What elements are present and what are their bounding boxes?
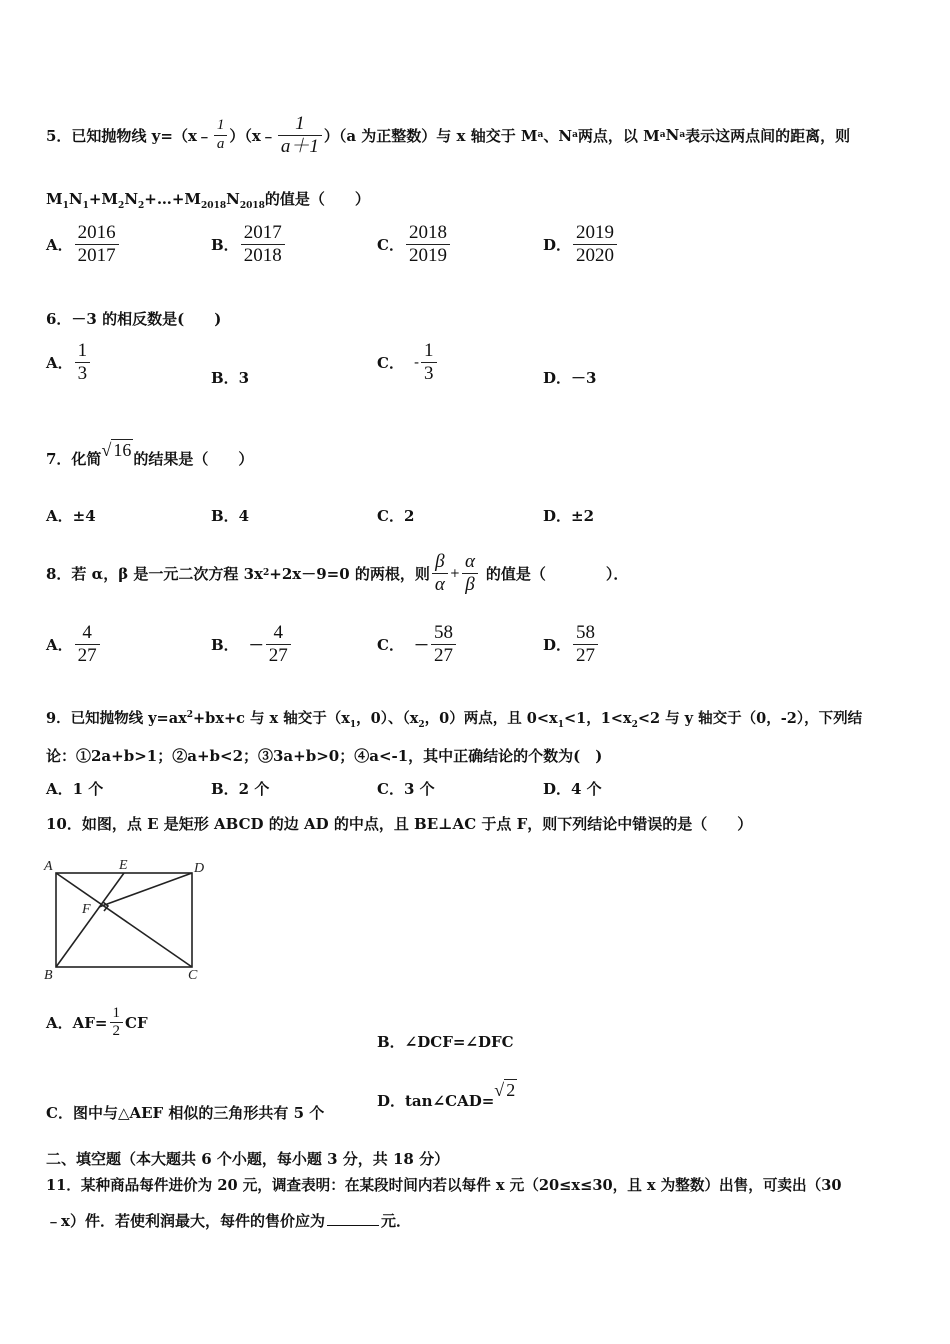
- label-c: C: [188, 968, 198, 983]
- q6-option-b[interactable]: B．3: [211, 369, 250, 387]
- q5-option-d-label: D．: [543, 235, 572, 254]
- q11-answer-blank[interactable]: [327, 1224, 379, 1226]
- q10-option-a-fraction: [110, 1005, 124, 1041]
- q8-option-c-fraction: [431, 622, 456, 667]
- q9-line2: 论：①2a+b>1；②a+b<2；③3a+b>0；④a<-1，其中正确结论的个数为( ): [46, 747, 603, 765]
- q5-line1: [46, 100, 850, 170]
- q8-f2-num: α: [464, 550, 475, 572]
- q10-option-a-tail: CF: [125, 1013, 148, 1032]
- q6-option-c-fraction: [421, 340, 437, 385]
- q6-option-a-label: A．: [46, 353, 73, 372]
- q8-option-d[interactable]: [543, 622, 600, 667]
- q5-l2-a: M: [46, 190, 63, 208]
- q8-plus: +: [449, 566, 460, 580]
- q7-option-a[interactable]: A．±4: [46, 507, 96, 525]
- q9-l1-sup: 2: [186, 710, 194, 721]
- q5-sub-b: a: [572, 130, 578, 140]
- q8-option-a[interactable]: [46, 622, 102, 667]
- q5-option-c-label: C．: [377, 235, 404, 254]
- q5-option-a-num: 2016: [77, 222, 116, 243]
- q6-option-c-num: 1: [424, 340, 434, 361]
- q8-f1-num: β: [435, 550, 445, 572]
- q8-option-c[interactable]: [377, 622, 458, 667]
- q7-stem: [46, 440, 254, 469]
- q5-l2-d: N: [124, 190, 139, 208]
- q5-text-f: N: [665, 126, 680, 144]
- q8-option-c-num: 58: [433, 622, 453, 643]
- q9-l1-d: ，0）两点，且 0<x: [424, 710, 558, 727]
- q5-option-c[interactable]: [377, 222, 452, 267]
- q5-option-d-fraction: [573, 222, 617, 267]
- q5-l2-s2: 1: [82, 201, 89, 211]
- q7-option-d[interactable]: D．±2: [543, 507, 595, 525]
- q5-option-d-den: 2020: [573, 244, 617, 267]
- label-f: F: [82, 902, 91, 917]
- q5-text-b: ）（x﹣: [229, 126, 276, 145]
- q5-l2-e: +…+M: [144, 190, 202, 208]
- q9-l1-s4: 2: [631, 719, 638, 730]
- q8-option-c-den: 27: [431, 644, 456, 667]
- q8-option-d-label: D．: [543, 635, 572, 654]
- q8-f1-den: α: [432, 573, 448, 596]
- q5-option-b-fraction: [241, 222, 285, 267]
- q7-option-b[interactable]: B．4: [211, 507, 250, 525]
- q9-l1-s2: 2: [418, 719, 425, 730]
- q6-stem: 6．－3 的相反数是( ): [46, 310, 222, 328]
- q9-l1-s1: 1: [349, 719, 357, 730]
- q11-line2: [46, 1210, 411, 1231]
- q8-option-a-num: 4: [82, 622, 92, 643]
- q5-frac2-den: a＋1: [278, 135, 322, 158]
- q5-sub-d: a: [679, 130, 686, 140]
- q5-option-b-den: 2018: [241, 244, 285, 267]
- q8-option-a-fraction: [75, 622, 100, 667]
- q11-l2-b: 元．: [380, 1212, 411, 1230]
- q8-option-a-den: 27: [75, 644, 100, 667]
- q5-l2-s3: 2: [118, 201, 125, 211]
- q9-l1-s3: 1: [557, 719, 564, 730]
- q7-radicand: 16: [113, 440, 132, 460]
- q5-l2-b: N: [68, 190, 83, 208]
- q11-l2-a: ﹣x）件．若使利润最大，每件的售价应为: [46, 1212, 325, 1230]
- label-b: B: [44, 968, 53, 983]
- q8-text-c: 的值是（ ）．: [485, 564, 629, 583]
- q9-option-a[interactable]: A．1 个: [46, 780, 104, 798]
- q10-option-a-num: 1: [112, 1005, 120, 1021]
- q7-text-b: 的结果是（ ）: [133, 450, 254, 468]
- q11-line1: 11．某种商品每件进价为 20 元，调查表明：在某段时间内若以每件 x 元（20≤x≤30，且 x 为整数）出售，可卖出（30: [46, 1177, 842, 1194]
- q8-option-c-sign: －: [413, 635, 429, 654]
- label-d: D: [194, 861, 205, 876]
- q5-l2-s6: 2018: [239, 201, 265, 211]
- q6-option-a[interactable]: [46, 340, 92, 385]
- q8-option-d-den: 27: [573, 644, 598, 667]
- q8-fraction-1: [432, 551, 448, 596]
- q8-option-d-num: 58: [576, 622, 596, 643]
- q5-l2-s1: 1: [62, 201, 69, 211]
- q10-option-a[interactable]: [46, 1005, 148, 1041]
- q5-sub-c: a: [659, 130, 666, 140]
- q8-option-c-label: C．: [377, 635, 404, 654]
- q5-fraction-1: [214, 117, 228, 153]
- q5-sub-a: a: [537, 130, 544, 140]
- q9-l1-e: <1，1<x: [563, 710, 632, 727]
- q5-option-a[interactable]: [46, 222, 121, 267]
- q5-option-a-den: 2017: [75, 244, 119, 267]
- q10-option-d-radicand: 2: [506, 1080, 516, 1100]
- q10-stem: 10．如图，点 E 是矩形 ABCD 的边 AD 的中点，且 BE⊥AC 于点 F，则下列结论中错误的是（ ）: [46, 815, 753, 833]
- q5-frac1-den: a: [214, 135, 228, 153]
- q8-sup: 2: [263, 568, 270, 578]
- q5-l2-c: +M: [88, 190, 119, 208]
- q8-f2-den: β: [462, 573, 477, 596]
- q5-option-d-num: 2019: [576, 222, 615, 243]
- q6-option-c-den: 3: [421, 362, 437, 385]
- q5-option-c-num: 2018: [408, 222, 447, 243]
- q5-l2-s5: 2018: [201, 201, 227, 211]
- q5-option-c-fraction: [406, 222, 450, 267]
- q5-frac1-num: 1: [216, 117, 225, 134]
- q5-text-g: 表示这两点间的距离，则: [685, 126, 851, 145]
- q8-text-b: +2x－9=0 的两根，则: [269, 564, 430, 583]
- q6-option-a-num: 1: [77, 340, 88, 361]
- q9-line1: [46, 707, 862, 730]
- label-e: E: [119, 858, 128, 873]
- q9-option-c[interactable]: C．3 个: [377, 780, 435, 798]
- label-a: A: [44, 859, 53, 874]
- q5-option-d[interactable]: [543, 222, 619, 267]
- q5-l2-s4: 2: [138, 201, 145, 211]
- q10-option-d-sqrt: √ 2: [494, 1080, 516, 1100]
- q5-text-e: 两点，以 M: [577, 126, 660, 145]
- q9-option-b[interactable]: B．2 个: [211, 780, 270, 798]
- q5-text-c: ）（a 为正整数）与 x 轴交于 M: [323, 126, 538, 145]
- q9-l1-a: 9．已知抛物线 y=ax: [46, 710, 187, 727]
- q5-l2-f: N: [226, 190, 240, 208]
- q8-option-b-num: 4: [273, 622, 283, 643]
- section-2-heading: 二、填空题（本大题共 6 个小题，每小题 3 分，共 18 分）: [46, 1150, 450, 1168]
- q8-option-b-label: B．: [211, 635, 239, 654]
- q8-fraction-2: [462, 551, 478, 596]
- q6-option-c[interactable]: [377, 340, 439, 385]
- q5-option-b[interactable]: [211, 222, 287, 267]
- q10-option-a-text: A．AF=: [46, 1014, 108, 1033]
- q6-option-d[interactable]: D．－3: [543, 369, 597, 387]
- q6-option-a-fraction: [75, 340, 91, 385]
- q8-option-b-fraction: [266, 622, 291, 667]
- q8-text-a: 8．若 α，β 是一元二次方程 3x: [46, 564, 263, 583]
- q5-option-a-label: A．: [46, 235, 73, 254]
- q10-option-a-den: 2: [110, 1022, 124, 1040]
- q10-figure: [42, 855, 214, 985]
- q6-option-a-den: 3: [75, 362, 91, 385]
- q7-option-c[interactable]: C．2: [377, 507, 415, 525]
- q5-option-b-num: 2017: [243, 222, 282, 243]
- q8-option-b-den: 27: [266, 644, 291, 667]
- q9-l1-b: +bx+c 与 x 轴交于（x: [193, 710, 350, 727]
- q5-option-a-fraction: [75, 222, 119, 267]
- q9-l1-f: <2 与 y 轴交于（0，-2），下列结: [637, 710, 863, 727]
- q10-option-c[interactable]: C．图中与△AEF 相似的三角形共有 5 个: [46, 1104, 325, 1122]
- q8-stem: [46, 540, 628, 606]
- q5-text-a: 5．已知抛物线 y=（x﹣: [46, 126, 212, 145]
- q8-option-b[interactable]: [211, 622, 293, 667]
- q5-frac2-num: 1: [295, 112, 305, 134]
- q5-option-c-den: 2019: [406, 244, 450, 267]
- q5-line2: [46, 188, 370, 211]
- q7-sqrt: √ 16: [101, 440, 132, 460]
- q10-option-b[interactable]: B．∠DCF=∠DFC: [377, 1033, 514, 1051]
- q9-l1-c: ，0）、（x: [356, 710, 419, 727]
- q10-option-d-text: D．tan∠CAD=: [377, 1092, 495, 1110]
- q8-option-b-sign: －: [248, 635, 264, 654]
- q5-text-d: 、N: [543, 126, 573, 145]
- q8-option-a-label: A．: [46, 635, 73, 654]
- q6-option-c-sign: -: [413, 353, 420, 372]
- q5-fraction-2: [278, 113, 322, 158]
- q5-option-b-label: B．: [211, 235, 239, 254]
- q8-option-d-fraction: [573, 622, 598, 667]
- q7-text-a: 7．化简: [46, 450, 102, 468]
- q5-l2-g: 的值是（ ）: [264, 190, 370, 208]
- q6-option-c-label: C．: [377, 353, 404, 372]
- q9-option-d[interactable]: D．4 个: [543, 780, 602, 798]
- q10-option-d[interactable]: [377, 1080, 517, 1111]
